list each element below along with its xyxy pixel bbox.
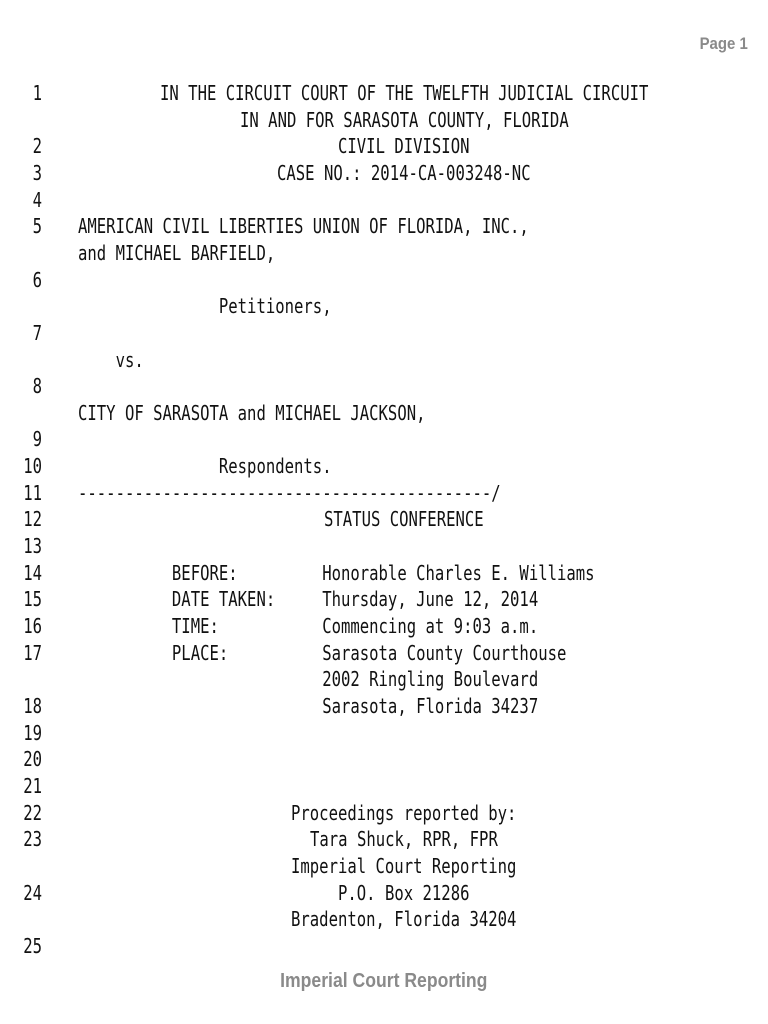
line-text: IN THE CIRCUIT COURT OF THE TWELFTH JUDICIAL CIRCUIT bbox=[159, 81, 649, 105]
transcript-line bbox=[0, 293, 768, 320]
transcript-line bbox=[0, 533, 768, 560]
line-number: 4 bbox=[32, 187, 42, 212]
transcript-line bbox=[0, 613, 768, 640]
transcript-line bbox=[0, 107, 768, 134]
line-text: vs. bbox=[78, 347, 144, 372]
line-text: PLACE: Sarasota County Courthouse bbox=[78, 640, 567, 665]
line-text: DATE TAKEN: Thursday, June 12, 2014 bbox=[78, 587, 539, 612]
line-number: 21 bbox=[23, 773, 42, 798]
line-number: 13 bbox=[23, 534, 42, 559]
transcript-line bbox=[0, 213, 768, 240]
line-number: 8 bbox=[32, 374, 42, 399]
transcript-line bbox=[0, 453, 768, 480]
line-text: CITY OF SARASOTA and MICHAEL JACKSON, bbox=[78, 400, 426, 425]
line-number: 15 bbox=[23, 587, 42, 612]
line-text: Petitioners, bbox=[78, 294, 332, 319]
line-text: Sarasota, Florida 34237 bbox=[78, 693, 539, 718]
line-text: STATUS CONFERENCE bbox=[324, 507, 484, 532]
transcript-line bbox=[0, 746, 768, 773]
transcript-line bbox=[0, 586, 768, 613]
line-text: P.O. Box 21286 bbox=[338, 880, 470, 905]
transcript-line bbox=[0, 666, 768, 693]
line-text: BEFORE: Honorable Charles E. Williams bbox=[78, 560, 595, 585]
line-number: 5 bbox=[32, 214, 42, 239]
line-text: --------------------------------------------/ bbox=[78, 480, 501, 505]
transcript-line bbox=[0, 720, 768, 747]
transcript-line bbox=[0, 347, 768, 374]
line-number: 12 bbox=[23, 507, 42, 532]
transcript-line bbox=[0, 826, 768, 853]
line-text: Bradenton, Florida 34204 bbox=[291, 907, 517, 932]
transcript-line bbox=[0, 160, 768, 187]
line-text: Proceedings reported by: bbox=[291, 800, 517, 825]
line-number: 17 bbox=[23, 640, 42, 665]
line-number: 18 bbox=[23, 693, 42, 718]
page-number-label: Page 1 bbox=[699, 34, 748, 53]
line-number: 16 bbox=[23, 614, 42, 638]
transcript-line bbox=[0, 133, 768, 160]
transcript-line bbox=[0, 373, 768, 400]
transcript-line bbox=[0, 933, 768, 960]
transcript-line bbox=[0, 240, 768, 267]
line-number: 19 bbox=[23, 720, 42, 745]
transcript-line bbox=[0, 906, 768, 933]
transcript-line bbox=[0, 267, 768, 294]
line-number: 23 bbox=[23, 827, 42, 852]
transcript-line bbox=[0, 800, 768, 827]
line-number: 6 bbox=[32, 267, 42, 292]
line-number: 22 bbox=[23, 800, 42, 825]
transcript-line bbox=[0, 773, 768, 800]
line-text: and MICHAEL BARFIELD, bbox=[78, 240, 276, 265]
line-number: 11 bbox=[23, 480, 42, 505]
line-text: IN AND FOR SARASOTA COUNTY, FLORIDA bbox=[239, 107, 569, 132]
line-text: Tara Shuck, RPR, FPR bbox=[310, 827, 498, 852]
line-number: 20 bbox=[23, 747, 42, 772]
transcript-line bbox=[0, 187, 768, 214]
transcript-line bbox=[0, 80, 768, 107]
line-number: 14 bbox=[23, 560, 42, 585]
transcript-line bbox=[0, 480, 768, 507]
transcript-line bbox=[0, 880, 768, 907]
line-text: Imperial Court Reporting bbox=[291, 853, 517, 878]
transcript-body bbox=[0, 80, 768, 966]
line-number: 24 bbox=[23, 880, 42, 905]
transcript-line bbox=[0, 320, 768, 347]
line-number: 10 bbox=[23, 454, 42, 479]
transcript-line bbox=[0, 400, 768, 427]
transcript-line bbox=[0, 640, 768, 667]
transcript-line bbox=[0, 506, 768, 533]
transcript-line bbox=[0, 560, 768, 587]
line-number: 2 bbox=[32, 134, 42, 159]
line-text: CIVIL DIVISION bbox=[338, 134, 470, 159]
line-number: 9 bbox=[32, 427, 42, 452]
line-number: 25 bbox=[23, 933, 42, 958]
line-text: TIME: Commencing at 9:03 a.m. bbox=[78, 614, 539, 638]
line-number: 7 bbox=[32, 320, 42, 345]
footer-reporter-name bbox=[0, 970, 768, 993]
footer-label: Imperial Court Reporting bbox=[280, 970, 488, 992]
transcript-line bbox=[0, 853, 768, 880]
line-text: Respondents. bbox=[78, 454, 332, 479]
line-text: AMERICAN CIVIL LIBERTIES UNION OF FLORIDA, INC., bbox=[78, 214, 529, 239]
line-number: 1 bbox=[32, 81, 42, 105]
transcript-line bbox=[0, 426, 768, 453]
line-text: CASE NO.: 2014-CA-003248-NC bbox=[277, 160, 531, 185]
line-number: 3 bbox=[32, 160, 42, 185]
transcript-line bbox=[0, 693, 768, 720]
line-text: 2002 Ringling Boulevard bbox=[78, 667, 539, 692]
